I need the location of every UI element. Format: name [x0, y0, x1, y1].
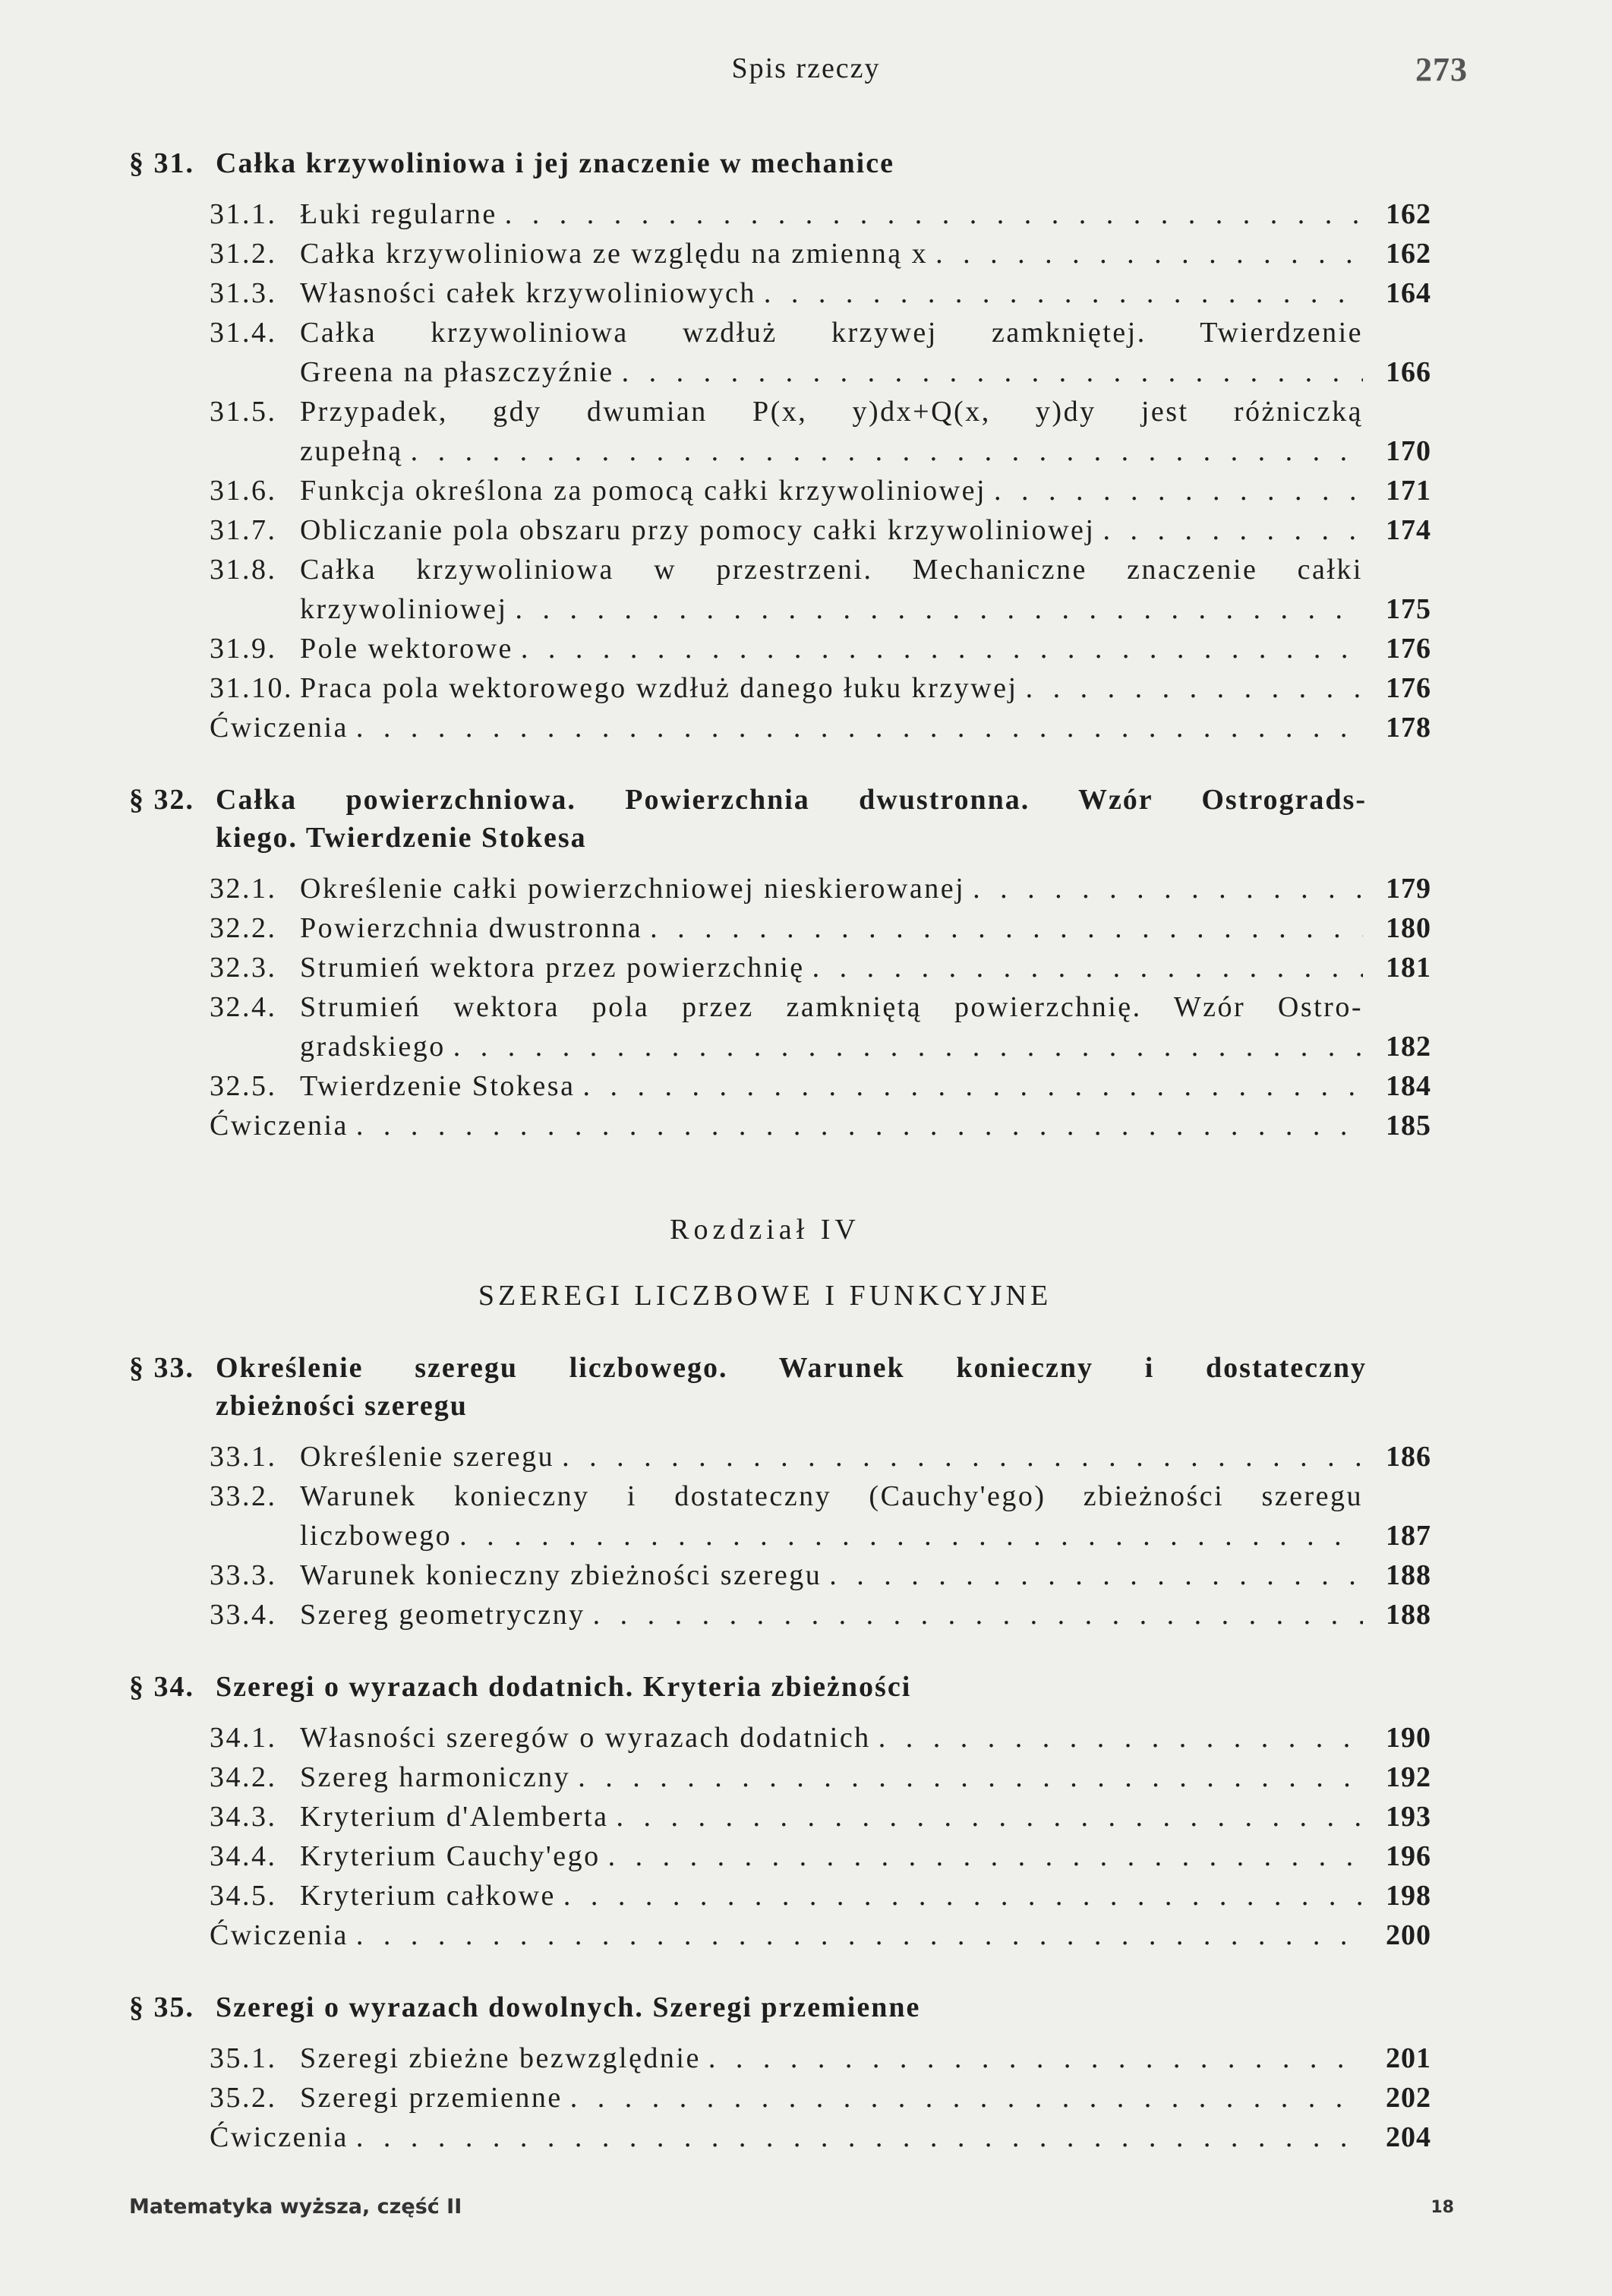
- entry-title: gradskiego: [300, 1031, 446, 1063]
- entry-page-number: 193: [1386, 1801, 1431, 1833]
- entry-title: Szereg geometryczny: [300, 1599, 585, 1631]
- entry-title: Strumień wektora przez powierzchnię: [300, 952, 805, 984]
- toc-entry: [129, 1797, 1431, 1836]
- entry-title: Łuki regularne: [300, 198, 497, 230]
- toc-entry: [129, 668, 1431, 708]
- entry-last-line: [300, 194, 1363, 234]
- entry-page-number: 192: [1386, 1761, 1431, 1793]
- entry-number: 34.2.: [210, 1761, 277, 1793]
- entry-page-number: 188: [1386, 1599, 1431, 1631]
- toc-entry: [129, 2078, 1431, 2118]
- entry-number: 31.4.: [210, 317, 277, 349]
- dot-leader: [513, 629, 1363, 668]
- entry-page-number: 200: [1386, 1919, 1431, 1951]
- entry-number: 32.4.: [210, 991, 277, 1023]
- entry-last-line: [300, 869, 1363, 908]
- section-number: § 31.: [129, 147, 194, 179]
- entry-last-line: [300, 234, 1363, 273]
- section-title-line: Szeregi o wyrazach dowolnych. Szeregi przemienne: [216, 1991, 921, 2023]
- entry-page-number: 176: [1386, 633, 1431, 665]
- entry-page-number: 176: [1386, 672, 1431, 704]
- entry-page-number: 166: [1386, 356, 1431, 388]
- toc-entry: [129, 2039, 1431, 2078]
- toc-entry: [129, 1476, 1431, 1555]
- dot-leader: [928, 234, 1363, 273]
- entry-title: Praca pola wektorowego wzdłuż danego łuku krzywej: [300, 672, 1018, 704]
- dot-leader: [642, 908, 1363, 948]
- entry-last-line: [300, 1437, 1363, 1476]
- entry-page-number: 162: [1386, 198, 1431, 230]
- entry-number: 32.2.: [210, 912, 277, 944]
- entry-last-line: [300, 1718, 1363, 1758]
- entry-title: Warunek konieczny zbieżności szeregu: [300, 1559, 822, 1591]
- toc-entry-exercises: [129, 1106, 1431, 1145]
- section-heading: [129, 781, 1431, 857]
- entry-page-number: 190: [1386, 1722, 1431, 1754]
- toc-entry: [129, 948, 1431, 987]
- entry-title: Ćwiczenia: [210, 712, 349, 744]
- entry-number: 32.1.: [210, 873, 277, 905]
- chapter-label: Rozdział IV: [670, 1214, 860, 1246]
- toc-entry: [129, 1718, 1431, 1758]
- section-title-line: Określenie szeregu liczbowego. Warunek konieczny i dostateczny: [216, 1352, 1367, 1384]
- toc-entry: [129, 1555, 1431, 1595]
- dot-leader: [601, 1836, 1363, 1876]
- toc-entry: [129, 392, 1431, 471]
- dot-leader: [349, 1915, 1363, 1955]
- toc-section: [129, 1988, 1431, 2157]
- section-heading: [129, 1988, 1431, 2026]
- entry-title: Funkcja określona za pomocą całki krzywoliniowej: [300, 475, 987, 507]
- section-heading: [129, 144, 1431, 182]
- entry-title: Kryterium Cauchy'ego: [300, 1840, 601, 1872]
- entry-title: Kryterium d'Alemberta: [300, 1801, 609, 1833]
- entry-title: Szeregi przemienne: [300, 2082, 563, 2114]
- entry-title: Kryterium całkowe: [300, 1880, 556, 1912]
- entry-last-line: [300, 948, 1363, 987]
- entry-last-line: [300, 1595, 1363, 1634]
- running-head: [0, 52, 1612, 97]
- entry-number: 31.7.: [210, 514, 277, 546]
- dot-leader: [822, 1555, 1363, 1595]
- dot-leader: [446, 1027, 1363, 1066]
- dot-leader: [403, 431, 1363, 471]
- entry-title: Pole wektorowe: [300, 633, 513, 665]
- entry-last-line: [210, 1106, 1363, 1145]
- entry-last-line: [300, 352, 1363, 392]
- dot-leader: [554, 1437, 1363, 1476]
- entry-number: 31.10.: [210, 672, 293, 704]
- entry-page-number: 196: [1386, 1840, 1431, 1872]
- entry-page-number: 201: [1386, 2042, 1431, 2074]
- toc-entry: [129, 987, 1431, 1066]
- section-number: § 32.: [129, 784, 194, 816]
- entry-number: 31.8.: [210, 554, 277, 586]
- section-number: § 33.: [129, 1352, 194, 1384]
- toc-entry: [129, 194, 1431, 234]
- dot-leader: [575, 1066, 1363, 1106]
- toc-entry: [129, 1437, 1431, 1476]
- entry-number: 35.2.: [210, 2082, 277, 2114]
- section-number: § 34.: [129, 1671, 194, 1703]
- toc-entry: [129, 869, 1431, 908]
- entry-last-line: [300, 1555, 1363, 1595]
- entry-number: 34.5.: [210, 1880, 277, 1912]
- entry-last-line: [300, 1066, 1363, 1106]
- entry-last-line: [300, 471, 1363, 510]
- chapter-heading: [129, 1210, 1431, 1315]
- entry-last-line: [300, 1027, 1363, 1066]
- dot-leader: [756, 273, 1363, 313]
- entry-title: Określenie całki powierzchniowej nieskierowanej: [300, 873, 966, 905]
- toc-entry-exercises: [129, 1915, 1431, 1955]
- dot-leader: [986, 471, 1363, 510]
- entry-page-number: 204: [1386, 2121, 1431, 2153]
- entry-number: 31.1.: [210, 198, 277, 230]
- dot-leader: [508, 589, 1363, 629]
- section-title-line: zbieżności szeregu: [216, 1390, 468, 1422]
- entry-page-number: 180: [1386, 912, 1431, 944]
- entry-last-line: [300, 1836, 1363, 1876]
- entry-title: Określenie szeregu: [300, 1441, 555, 1473]
- section-title-line: Całka powierzchniowa. Powierzchnia dwustronna. Wzór Ostrograds-: [216, 784, 1367, 816]
- entry-title: zupełną: [300, 435, 403, 467]
- dot-leader: [701, 2039, 1363, 2078]
- toc-section: [129, 1668, 1431, 1955]
- entry-page-number: 185: [1386, 1110, 1431, 1142]
- page-number: 273: [1415, 51, 1468, 88]
- entry-last-line: [300, 1876, 1363, 1915]
- entry-page-number: 181: [1386, 952, 1431, 984]
- toc-section: [129, 144, 1431, 747]
- toc-entry: [129, 1836, 1431, 1876]
- entry-number: 34.1.: [210, 1722, 277, 1754]
- dot-leader: [871, 1718, 1363, 1758]
- entry-title: liczbowego: [300, 1520, 453, 1552]
- entry-last-line: [210, 1915, 1363, 1955]
- entry-title: Własności całek krzywoliniowych: [300, 277, 756, 309]
- section-title-line: Szeregi o wyrazach dodatnich. Kryteria zbieżności: [216, 1671, 912, 1703]
- entry-page-number: 175: [1386, 593, 1431, 625]
- footer-book-title: Matematyka wyższa, część II: [129, 2195, 462, 2219]
- dot-leader: [570, 1758, 1363, 1797]
- entry-title: Szeregi zbieżne bezwzględnie: [300, 2042, 701, 2074]
- entry-page-number: 188: [1386, 1559, 1431, 1591]
- entry-page-number: 182: [1386, 1031, 1431, 1063]
- entry-last-line: [210, 2118, 1363, 2157]
- entry-page-number: 174: [1386, 514, 1431, 546]
- entry-page-number: 179: [1386, 873, 1431, 905]
- dot-leader: [965, 869, 1363, 908]
- toc-entry-exercises: [129, 2118, 1431, 2157]
- dot-leader: [1095, 510, 1363, 550]
- entry-last-line: [300, 1516, 1363, 1555]
- section-heading: [129, 1349, 1431, 1425]
- dot-leader: [349, 2118, 1363, 2157]
- section-title-line: kiego. Twierdzenie Stokesa: [216, 822, 587, 854]
- entry-title: Greena na płaszczyźnie: [300, 356, 614, 388]
- toc-entry: [129, 1758, 1431, 1797]
- entry-title: Twierdzenie Stokesa: [300, 1070, 576, 1102]
- entry-page-number: 171: [1386, 475, 1431, 507]
- entry-title: Przypadek, gdy dwumian P(x, y)dx+Q(x, y)dy jest różniczką: [300, 396, 1363, 428]
- entry-last-line: [300, 431, 1363, 471]
- dot-leader: [452, 1516, 1363, 1555]
- entry-number: 34.3.: [210, 1801, 277, 1833]
- toc-entry: [129, 550, 1431, 629]
- entry-number: 33.3.: [210, 1559, 277, 1591]
- entry-title: Ćwiczenia: [210, 2121, 349, 2153]
- entry-page-number: 187: [1386, 1520, 1431, 1552]
- entry-number: 33.2.: [210, 1480, 277, 1512]
- entry-number: 32.3.: [210, 952, 277, 984]
- toc-entry: [129, 908, 1431, 948]
- chapter-title: SZEREGI LICZBOWE I FUNKCYJNE: [478, 1280, 1052, 1312]
- entry-title: Własności szeregów o wyrazach dodatnich: [300, 1722, 871, 1754]
- toc-section: [129, 781, 1431, 1145]
- entry-title: Obliczanie pola obszaru przy pomocy całki krzywoliniowej: [300, 514, 1096, 546]
- running-title: Spis rzeczy: [731, 52, 881, 84]
- entry-number: 31.5.: [210, 396, 277, 428]
- entry-title: Ćwiczenia: [210, 1919, 349, 1951]
- toc-entry: [129, 313, 1431, 392]
- entry-number: 31.2.: [210, 238, 277, 270]
- dot-leader: [609, 1797, 1363, 1836]
- footer: [129, 2195, 1454, 2219]
- entry-number: 32.5.: [210, 1070, 277, 1102]
- entry-last-line: [300, 668, 1363, 708]
- entry-page-number: 178: [1386, 712, 1431, 744]
- entry-number: 35.1.: [210, 2042, 277, 2074]
- toc-section: [129, 1349, 1431, 1634]
- dot-leader: [563, 2078, 1363, 2118]
- entry-last-line: [300, 510, 1363, 550]
- section-number: § 35.: [129, 1991, 194, 2023]
- entry-title: Powierzchnia dwustronna: [300, 912, 643, 944]
- toc-entry: [129, 234, 1431, 273]
- dot-leader: [497, 194, 1363, 234]
- entry-title: Strumień wektora pola przez zamkniętą powierzchnię. Wzór Ostro-: [300, 991, 1363, 1023]
- entry-page-number: 170: [1386, 435, 1431, 467]
- entry-last-line: [210, 708, 1363, 747]
- toc-entry: [129, 1066, 1431, 1106]
- section-heading: [129, 1668, 1431, 1706]
- toc-entry: [129, 1595, 1431, 1634]
- entry-number: 33.4.: [210, 1599, 277, 1631]
- entry-number: 31.3.: [210, 277, 277, 309]
- toc-entry: [129, 1876, 1431, 1915]
- entry-title: Warunek konieczny i dostateczny (Cauchy'ego) zbieżności szeregu: [300, 1480, 1363, 1512]
- entry-page-number: 186: [1386, 1441, 1431, 1473]
- entry-last-line: [300, 2078, 1363, 2118]
- toc-entry: [129, 273, 1431, 313]
- dot-leader: [585, 1595, 1363, 1634]
- dot-leader: [349, 1106, 1363, 1145]
- entry-title: Ćwiczenia: [210, 1110, 349, 1142]
- entry-number: 34.4.: [210, 1840, 277, 1872]
- toc-entry: [129, 510, 1431, 550]
- entry-last-line: [300, 629, 1363, 668]
- footer-signature: 18: [1431, 2198, 1454, 2217]
- entry-page-number: 202: [1386, 2082, 1431, 2114]
- entry-page-number: 164: [1386, 277, 1431, 309]
- entry-number: 31.9.: [210, 633, 277, 665]
- entry-last-line: [300, 2039, 1363, 2078]
- dot-leader: [614, 352, 1363, 392]
- entry-last-line: [300, 1797, 1363, 1836]
- entry-last-line: [300, 589, 1363, 629]
- entry-last-line: [300, 908, 1363, 948]
- dot-leader: [1018, 668, 1363, 708]
- entry-last-line: [300, 273, 1363, 313]
- entry-title: Całka krzywoliniowa w przestrzeni. Mechaniczne znaczenie całki: [300, 554, 1363, 586]
- dot-leader: [556, 1876, 1363, 1915]
- entry-number: 33.1.: [210, 1441, 277, 1473]
- section-title-line: Całka krzywoliniowa i jej znaczenie w mechanice: [216, 147, 894, 179]
- entry-title: Całka krzywoliniowa ze względu na zmienną x: [300, 238, 929, 270]
- entry-title: Szereg harmoniczny: [300, 1761, 571, 1793]
- entry-page-number: 198: [1386, 1880, 1431, 1912]
- entry-number: 31.6.: [210, 475, 277, 507]
- toc-entry: [129, 629, 1431, 668]
- toc-entry: [129, 471, 1431, 510]
- table-of-contents: [129, 144, 1431, 2157]
- dot-leader: [349, 708, 1363, 747]
- entry-title: Całka krzywoliniowa wzdłuż krzywej zamkniętej. Twierdzenie: [300, 317, 1363, 349]
- entry-page-number: 184: [1386, 1070, 1431, 1102]
- entry-page-number: 162: [1386, 238, 1431, 270]
- entry-title: krzywoliniowej: [300, 593, 508, 625]
- entry-last-line: [300, 1758, 1363, 1797]
- toc-entry-exercises: [129, 708, 1431, 747]
- dot-leader: [805, 948, 1363, 987]
